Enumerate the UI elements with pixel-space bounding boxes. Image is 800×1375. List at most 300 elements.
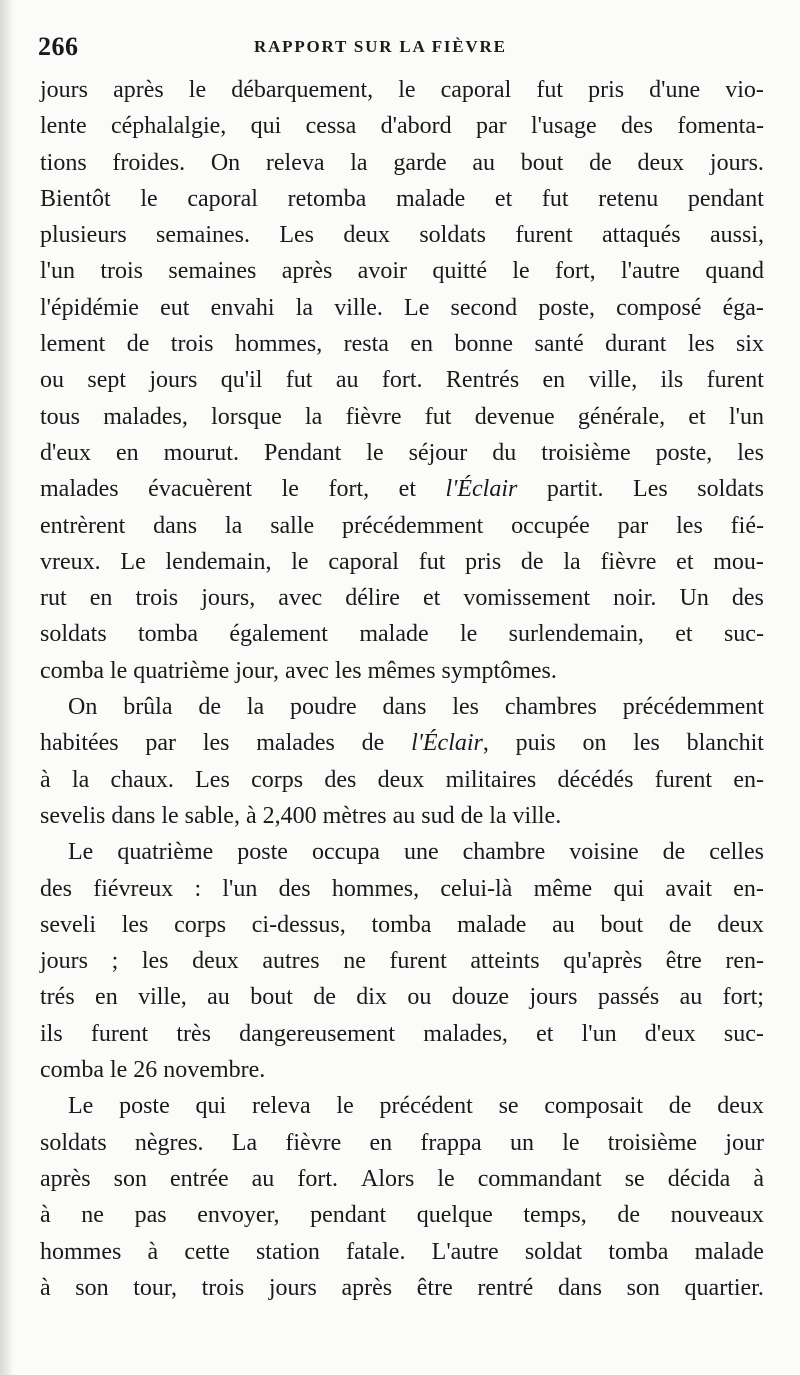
word: de xyxy=(520,548,544,575)
word: précédemment xyxy=(622,694,764,721)
word: d'une xyxy=(649,77,701,103)
word: passés xyxy=(597,984,660,1011)
word: à xyxy=(147,1238,159,1265)
word: hommes, xyxy=(234,331,323,358)
word: le xyxy=(562,1129,580,1156)
word: fut xyxy=(418,548,446,575)
word: fomenta- xyxy=(677,113,764,140)
word: chaux. xyxy=(110,766,174,793)
word: temps, xyxy=(523,1202,587,1229)
word: pris xyxy=(588,77,625,103)
word: l'épidémie xyxy=(40,294,139,321)
word: cette xyxy=(184,1238,230,1265)
word: douze xyxy=(451,984,510,1011)
word: vreux. xyxy=(40,548,101,575)
word: troisième xyxy=(541,439,631,466)
word: de xyxy=(361,730,385,757)
word: avoir xyxy=(357,258,407,285)
word: la xyxy=(246,694,265,721)
word: se xyxy=(624,1165,645,1192)
word: dans xyxy=(557,1274,602,1301)
text-line xyxy=(40,508,764,544)
word: en xyxy=(410,331,433,358)
word: quelque xyxy=(416,1202,493,1229)
word: les xyxy=(141,948,169,975)
word: hommes xyxy=(40,1238,122,1265)
word: On xyxy=(68,694,98,721)
word: deux xyxy=(343,222,390,249)
word: Un xyxy=(679,585,709,612)
word: de xyxy=(668,911,692,938)
word: les xyxy=(202,730,230,757)
word: les xyxy=(452,694,480,721)
word: soldats xyxy=(419,222,487,249)
word: par xyxy=(617,512,649,539)
word: eut xyxy=(160,294,190,321)
word: en- xyxy=(733,766,764,793)
word: ville, xyxy=(138,984,187,1011)
word: lement xyxy=(40,331,106,358)
word: qui xyxy=(195,1093,227,1120)
word: deux xyxy=(637,149,685,176)
word: durant xyxy=(605,331,667,358)
word: l'usage xyxy=(531,113,597,140)
word: malade xyxy=(457,911,527,938)
word: celles xyxy=(709,839,764,866)
text-line xyxy=(40,762,764,798)
word: au xyxy=(207,984,230,1011)
text-line xyxy=(40,798,764,834)
word: éga- xyxy=(722,294,764,321)
word: l'un xyxy=(581,1020,617,1047)
word: de xyxy=(662,839,686,866)
line-text: comba le quatrième jour, avec les mêmes symptômes. xyxy=(40,657,557,684)
word: nouveaux xyxy=(670,1202,764,1229)
word: de xyxy=(126,331,150,358)
word: des xyxy=(278,875,311,902)
word: second xyxy=(450,294,518,321)
word: ville. xyxy=(334,294,383,321)
word: garde xyxy=(393,149,447,176)
word: après xyxy=(113,77,164,103)
word: les xyxy=(121,911,149,938)
word: fort, xyxy=(328,476,370,503)
word: pris xyxy=(465,548,502,575)
word: vio- xyxy=(725,77,764,103)
word: voisine xyxy=(569,839,639,866)
word: jours xyxy=(40,948,88,975)
word: caporal xyxy=(187,185,258,212)
word: deux xyxy=(377,766,425,793)
word: même xyxy=(533,875,593,902)
italic-word: l'Éclair xyxy=(445,476,518,503)
text-line xyxy=(40,1052,764,1088)
word: caporal xyxy=(440,77,512,103)
word: Les xyxy=(279,222,314,249)
text-line xyxy=(40,943,764,979)
word: jour xyxy=(725,1129,764,1156)
word: fiévreux xyxy=(93,875,174,902)
word: décédés xyxy=(557,766,634,793)
word: malades xyxy=(256,730,335,757)
word: composait xyxy=(544,1093,644,1120)
word: tions xyxy=(40,149,87,176)
word: le xyxy=(366,439,384,466)
word: son xyxy=(75,1274,109,1301)
word: tomba xyxy=(608,1238,669,1265)
word: Alors xyxy=(361,1165,415,1192)
word: se xyxy=(498,1093,519,1120)
word: la xyxy=(295,294,314,321)
word: des xyxy=(40,875,72,902)
word: deux xyxy=(717,911,764,938)
word: mourut. xyxy=(163,439,239,466)
word: attaqués xyxy=(602,222,681,249)
text-line xyxy=(40,907,764,943)
word: le xyxy=(512,258,530,285)
word: le xyxy=(140,185,158,212)
word: vomissement xyxy=(463,585,591,612)
word: malades xyxy=(40,476,119,503)
text-line xyxy=(40,290,764,326)
word: lorsque xyxy=(211,403,282,430)
word: à xyxy=(753,1165,764,1192)
word: plusieurs xyxy=(40,222,127,249)
word: dangereusement xyxy=(239,1020,396,1047)
word: deux xyxy=(192,948,239,975)
word: par xyxy=(475,113,507,140)
word: occupa xyxy=(311,839,380,866)
word: le xyxy=(336,1093,354,1120)
text-line xyxy=(40,181,764,217)
word: à xyxy=(40,766,51,793)
word: suc- xyxy=(723,1020,764,1047)
text-line xyxy=(40,653,764,689)
word: frappa xyxy=(420,1129,482,1156)
word: commandant xyxy=(477,1165,602,1192)
word: évacuèrent xyxy=(148,476,253,503)
word: jours xyxy=(40,77,88,103)
page-number: 266 xyxy=(38,32,79,61)
word: les xyxy=(676,512,703,539)
word: de xyxy=(617,1202,640,1229)
word: malade xyxy=(395,185,466,212)
text-line xyxy=(40,72,764,108)
word: fié- xyxy=(730,512,764,539)
word: poste xyxy=(237,839,288,866)
word: tomba xyxy=(371,911,432,938)
word: bout xyxy=(600,911,644,938)
word: aussi, xyxy=(710,222,764,249)
word: le xyxy=(398,77,416,103)
text-line xyxy=(40,871,764,907)
word: soldats xyxy=(40,1129,107,1156)
word: au xyxy=(335,367,359,394)
word: sept xyxy=(87,367,127,394)
word: les xyxy=(633,730,660,757)
word: et xyxy=(422,585,441,612)
word: six xyxy=(735,331,764,358)
word: froides. xyxy=(112,149,186,176)
word: jours xyxy=(268,1274,317,1301)
word: ne xyxy=(81,1202,104,1229)
word: à xyxy=(40,1202,51,1229)
word: malade xyxy=(359,621,429,648)
text-line xyxy=(40,580,764,616)
word: le xyxy=(459,621,478,648)
word: dix xyxy=(356,984,387,1011)
word: trois xyxy=(201,1274,245,1301)
word: nègres. xyxy=(134,1129,204,1156)
word: trois xyxy=(135,585,179,612)
word: chambres xyxy=(504,694,597,721)
word: semaines. xyxy=(156,222,250,249)
text-line xyxy=(40,326,764,362)
word: furent xyxy=(90,1020,149,1047)
word: fut xyxy=(541,185,569,212)
word: trois xyxy=(170,331,214,358)
word: générale, xyxy=(577,403,666,430)
text-line xyxy=(40,834,764,870)
word: décida xyxy=(667,1165,731,1192)
word: l'un xyxy=(40,258,75,285)
word: : xyxy=(194,875,202,902)
word: station xyxy=(255,1238,320,1265)
word: retenu xyxy=(598,185,659,212)
word: corps xyxy=(251,766,304,793)
word: le xyxy=(281,476,299,503)
word: pas xyxy=(134,1202,167,1229)
word: deux xyxy=(717,1093,764,1120)
word: après xyxy=(281,258,333,285)
word: malade xyxy=(694,1238,764,1265)
word: être xyxy=(665,948,702,975)
word: Le xyxy=(120,548,146,575)
word: ci-dessus, xyxy=(251,911,346,938)
word: la xyxy=(350,149,368,176)
word: en xyxy=(115,439,139,466)
word: des xyxy=(621,113,653,140)
text-line xyxy=(40,1125,764,1161)
word: seveli xyxy=(40,911,96,938)
word: quatrième xyxy=(117,839,214,866)
word: en xyxy=(542,367,566,394)
word: ou xyxy=(407,984,432,1011)
word: quand xyxy=(705,258,764,285)
word: très xyxy=(176,1020,211,1047)
word: fièvre xyxy=(285,1129,342,1156)
text-line xyxy=(40,544,764,580)
word: fort, xyxy=(555,258,596,285)
word: la xyxy=(305,403,323,430)
word: habitées xyxy=(40,730,119,757)
word: tous xyxy=(40,403,81,430)
word: être xyxy=(416,1274,453,1301)
word: l'autre xyxy=(621,258,680,285)
word: son xyxy=(113,1165,147,1192)
word: au xyxy=(251,1165,275,1192)
word: à xyxy=(40,1274,51,1301)
word: débarquement, xyxy=(231,77,374,103)
word: en xyxy=(369,1129,393,1156)
word: au xyxy=(552,911,575,938)
word: jours xyxy=(529,984,578,1011)
text-line xyxy=(40,1270,764,1306)
word: le xyxy=(437,1165,455,1192)
word: fut xyxy=(536,77,563,103)
word: devenue xyxy=(474,403,555,430)
word: lendemain, xyxy=(165,548,272,575)
text-line xyxy=(40,108,764,144)
word: de xyxy=(668,1093,692,1120)
word: ou xyxy=(40,367,64,394)
text-line xyxy=(40,145,764,181)
word: rut xyxy=(40,585,67,612)
word: caporal xyxy=(328,548,399,575)
word: semaines xyxy=(168,258,257,285)
word: furent xyxy=(515,222,573,249)
text-line xyxy=(40,689,764,725)
word: d'abord xyxy=(380,113,452,140)
text-line xyxy=(40,979,764,1015)
word: et xyxy=(494,185,513,212)
word: jours xyxy=(149,367,198,394)
word: occupée xyxy=(511,512,590,539)
word: tour, xyxy=(133,1274,177,1301)
word: hommes, xyxy=(331,875,420,902)
text-line xyxy=(40,1161,764,1197)
word: Les xyxy=(195,766,230,793)
word: releva xyxy=(252,1093,311,1120)
word: par xyxy=(145,730,177,757)
word: ren- xyxy=(725,948,764,975)
word: et xyxy=(688,403,706,430)
word: fort; xyxy=(722,984,764,1011)
text-line xyxy=(40,253,764,289)
word: qu'après xyxy=(563,948,643,975)
word: Pendant xyxy=(263,439,342,466)
word: fut xyxy=(285,367,313,394)
word: qui xyxy=(250,113,282,140)
word: Rentrés xyxy=(445,367,520,394)
word: brûla xyxy=(123,694,173,721)
word: surlendemain, xyxy=(508,621,644,648)
word: l'un xyxy=(222,875,258,902)
body-text xyxy=(40,72,764,1306)
word: poudre xyxy=(290,694,357,721)
word: autres xyxy=(262,948,320,975)
word: et xyxy=(536,1020,554,1047)
word: atteints xyxy=(470,948,540,975)
word: on xyxy=(582,730,607,757)
word: corps xyxy=(174,911,227,938)
word: releva xyxy=(265,149,325,176)
text-line xyxy=(40,1234,764,1270)
word: furent xyxy=(654,766,713,793)
word: resta xyxy=(343,331,389,358)
word: partit. xyxy=(546,476,604,503)
word: du xyxy=(492,439,517,466)
word: Les xyxy=(633,476,668,503)
word: d'eux xyxy=(644,1020,696,1047)
text-line xyxy=(40,1197,764,1233)
word: quartier. xyxy=(684,1274,764,1301)
line-text: comba le 26 novembre. xyxy=(40,1057,266,1084)
word: fièvre xyxy=(600,548,657,575)
word: délire xyxy=(345,585,400,612)
word: précédent xyxy=(379,1093,473,1120)
text-line xyxy=(40,725,764,761)
word: rentré xyxy=(477,1274,534,1301)
word: mou- xyxy=(713,548,764,575)
word: La xyxy=(231,1129,258,1156)
word: envoyer, xyxy=(197,1202,280,1229)
word: l'un xyxy=(728,403,764,430)
word: suc- xyxy=(723,621,764,648)
word: fort. xyxy=(297,1165,338,1192)
word: qui xyxy=(613,875,645,902)
word: ils xyxy=(40,1020,63,1047)
word: au xyxy=(472,149,495,176)
word: trois xyxy=(100,258,144,285)
word: et xyxy=(675,621,693,648)
word: puis xyxy=(515,730,556,757)
word: trés xyxy=(40,984,75,1011)
word: en- xyxy=(733,875,764,902)
word: un xyxy=(509,1129,534,1156)
word: précédemment xyxy=(342,512,484,539)
word: Le xyxy=(404,294,430,321)
word: Le xyxy=(68,839,94,866)
text-line xyxy=(40,435,764,471)
word: troisième xyxy=(607,1129,698,1156)
word: de xyxy=(589,149,612,176)
word: tomba xyxy=(138,621,199,648)
word: soldat xyxy=(524,1238,583,1265)
word: les xyxy=(687,331,715,358)
word: Bientôt xyxy=(40,185,111,212)
word: cessa xyxy=(305,113,357,140)
word: celui-là xyxy=(440,875,513,902)
running-head: RAPPORT SUR LA FIÈVRE xyxy=(254,37,507,56)
word: envahi xyxy=(210,294,275,321)
word: après xyxy=(40,1165,91,1192)
page-header xyxy=(38,32,778,72)
italic-word: l'Éclair, xyxy=(411,730,489,757)
word: fut xyxy=(424,403,452,430)
word: soldats xyxy=(697,476,764,503)
word: blanchit xyxy=(686,730,764,757)
word: ils xyxy=(660,367,684,394)
word: L'autre xyxy=(431,1238,499,1265)
word: d'eux xyxy=(40,439,91,466)
word: pendant xyxy=(310,1202,387,1229)
word: en xyxy=(95,984,118,1011)
word: entrèrent xyxy=(40,512,126,539)
word: pendant xyxy=(687,185,764,212)
word: furent xyxy=(389,948,447,975)
word: ; xyxy=(111,948,119,975)
word: dans xyxy=(382,694,427,721)
text-line xyxy=(40,471,764,507)
word: soldats xyxy=(40,621,107,648)
text-line xyxy=(40,399,764,435)
word: poste xyxy=(119,1093,170,1120)
word: avec xyxy=(278,585,323,612)
word: chambre xyxy=(462,839,546,866)
word: malades, xyxy=(423,1020,508,1047)
word: fièvre xyxy=(345,403,402,430)
